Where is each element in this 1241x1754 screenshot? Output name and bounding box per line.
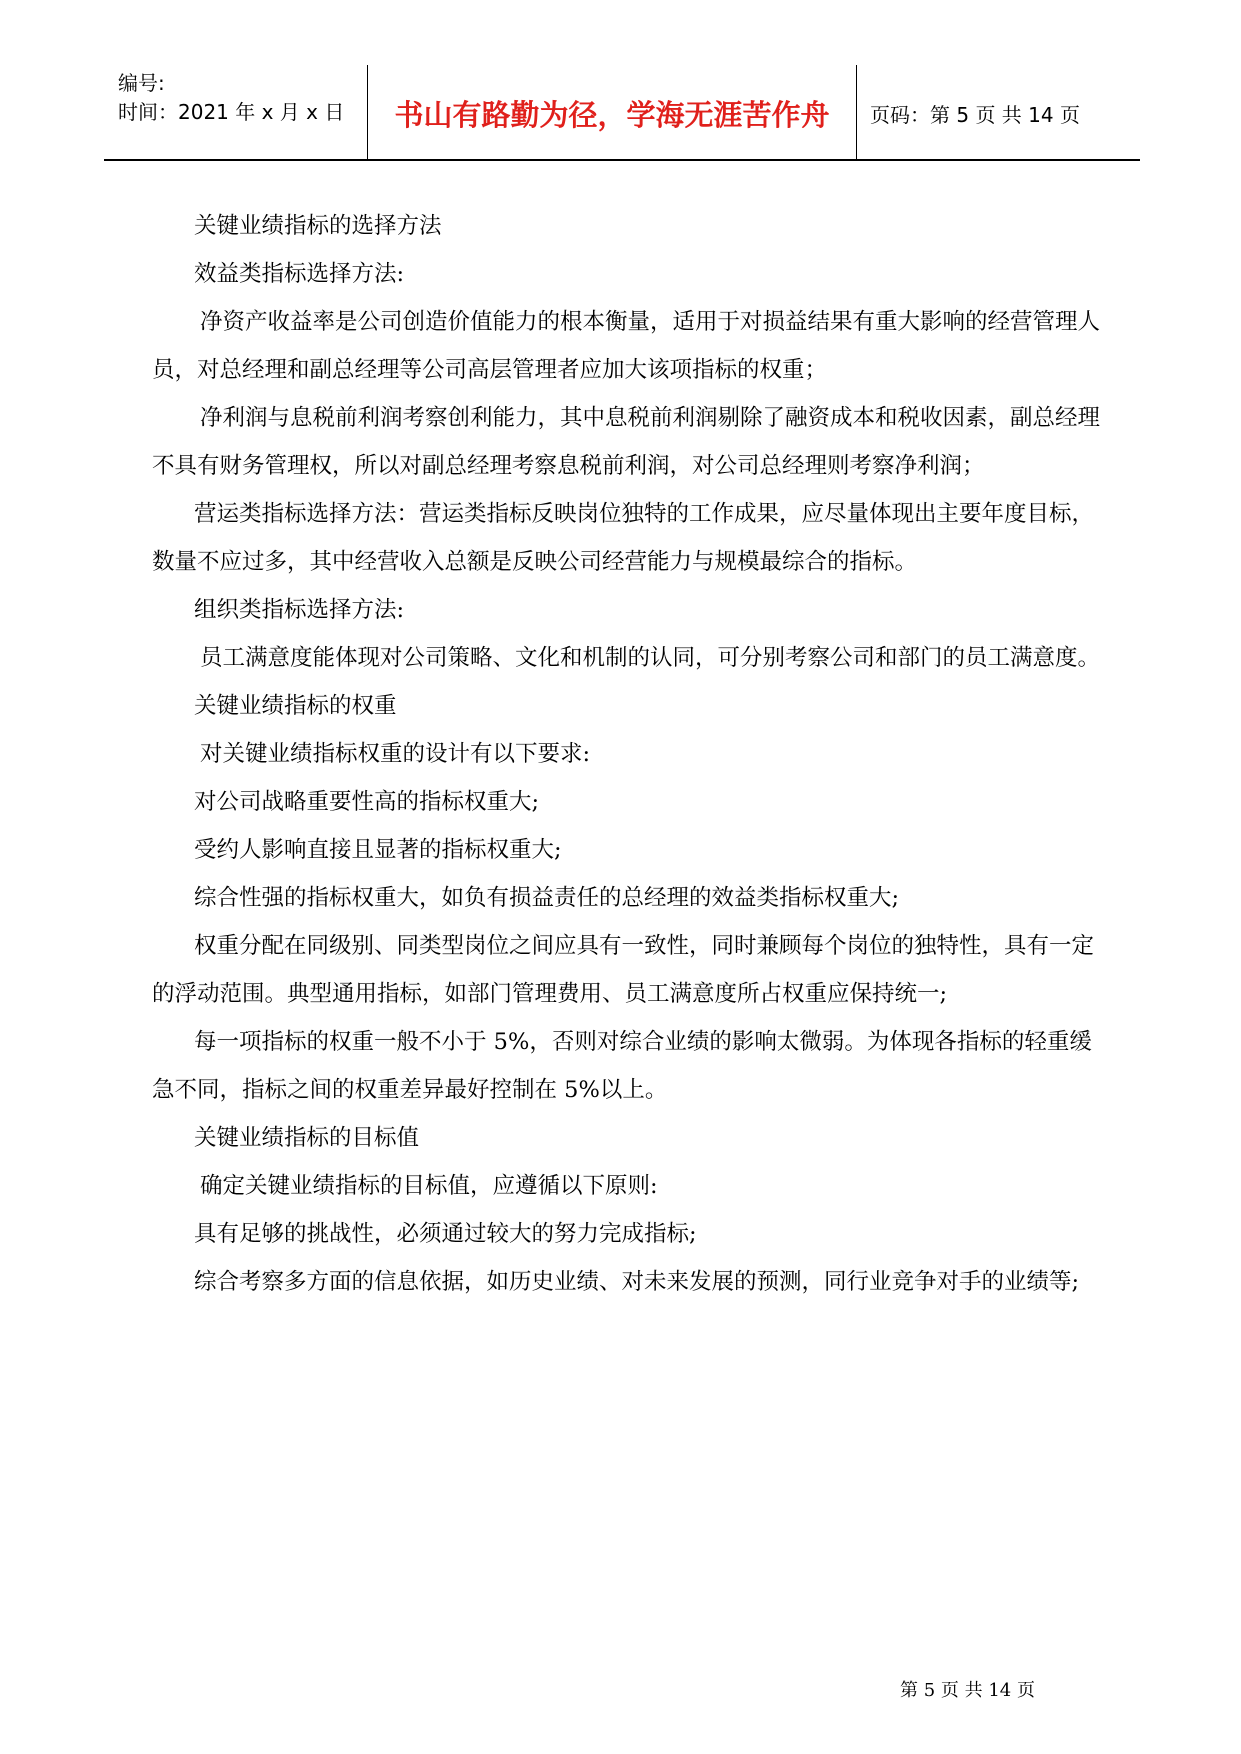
paragraph-employee-satisfaction: 员工满意度能体现对公司策略、文化和机制的认同，可分别考察公司和部门的员工满意度。 (200, 645, 1101, 671)
section-heading-target-values: 关键业绩指标的目标值 (194, 1125, 420, 1151)
document-time-label: 时间：2021 年 x 月 x 日 (118, 100, 345, 124)
paragraph-net-profit: 净利润与息税前利润考察创利能力，其中息税前利润剔除了融资成本和税收因素，副总经理不具有财务管理权，所以对副总经理考察息税前利润，对公司总经理则考察净利润； (152, 405, 1101, 479)
paragraph-weight-requirements: 对关键业绩指标权重的设计有以下要求: (200, 741, 591, 767)
list-item-strategic-importance: 对公司战略重要性高的指标权重大; (194, 789, 540, 815)
paragraph-roe: 净资产收益率是公司创造价值能力的根本衡量，适用于对损益结果有重大影响的经营管理人员，对总经理和副总经理等公司高层管理者应加大该项指标的权重； (152, 309, 1101, 383)
document-body (152, 202, 1108, 1306)
header-page-number: 页码：第 5 页 共 14 页 (870, 103, 1080, 127)
paragraph-target-principles: 确定关键业绩指标的目标值，应遵循以下原则: (200, 1173, 658, 1199)
header-motto: 书山有路勤为径，学海无涯苦作舟 (394, 98, 830, 132)
list-item-consistency: 权重分配在同级别、同类型岗位之间应具有一致性，同时兼顾每个岗位的独特性，具有一定的浮动范围。典型通用指标，如部门管理费用、员工满意度所占权重应保持统一; (152, 933, 1095, 1007)
page-footer: 第 5 页 共 14 页 (900, 1680, 1035, 1701)
list-item-challenge: 具有足够的挑战性，必须通过较大的努力完成指标; (194, 1221, 697, 1247)
list-item-minimum-weight: 每一项指标的权重一般不小于 5%，否则对综合业绩的影响太微弱。为体现各指标的轻重缓急不同，指标之间的权重差异最好控制在 5%以上。 (152, 1029, 1092, 1103)
list-item-direct-influence: 受约人影响直接且显著的指标权重大; (194, 837, 562, 863)
header-meta (118, 69, 344, 127)
header-divider-right (856, 65, 857, 159)
list-item-information-basis: 综合考察多方面的信息依据，如历史业绩、对未来发展的预测，同行业竞争对手的业绩等; (194, 1269, 1080, 1295)
page-header (104, 65, 1140, 161)
subheading-benefit-indicators: 效益类指标选择方法: (194, 261, 405, 287)
subheading-organization-indicators: 组织类指标选择方法: (194, 597, 405, 623)
list-item-comprehensive: 综合性强的指标权重大，如负有损益责任的总经理的效益类指标权重大; (194, 885, 900, 911)
document-code-label: 编号: (118, 71, 165, 95)
paragraph-operation-indicators: 营运类指标选择方法：营运类指标反映岗位独特的工作成果，应尽量体现出主要年度目标，数量不应过多，其中经营收入总额是反映公司经营能力与规模最综合的指标。 (152, 501, 1095, 575)
section-heading-weights: 关键业绩指标的权重 (194, 693, 397, 719)
section-heading-selection-method: 关键业绩指标的选择方法 (194, 213, 442, 239)
